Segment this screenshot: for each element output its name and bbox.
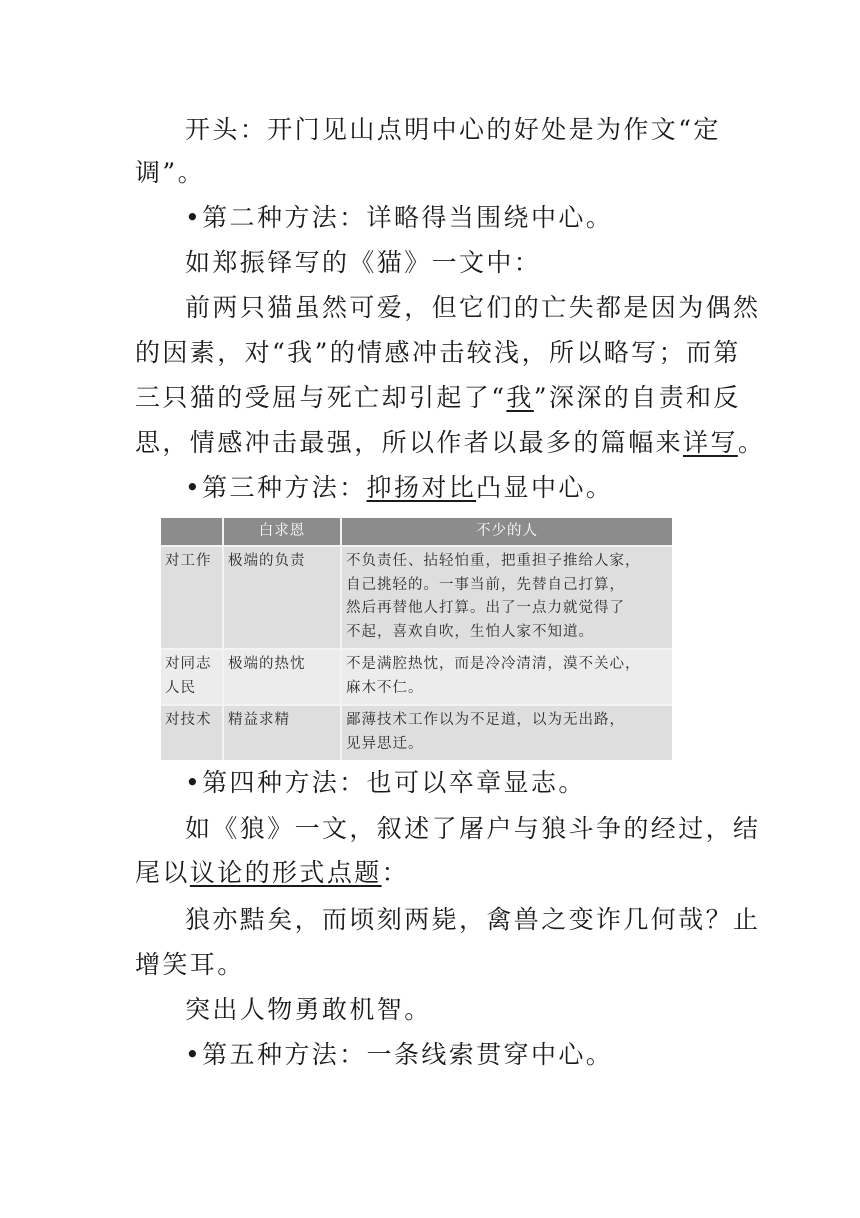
table-cell-others xyxy=(341,705,672,760)
table-cell-others xyxy=(341,649,672,705)
underlined-phrase: 抑扬对比 xyxy=(366,473,477,502)
cell-line: 不负责任、拈轻怕重，把重担子推给人家， xyxy=(346,553,641,569)
table-header-others: 不少的人 xyxy=(341,518,672,546)
table-cell-aspect xyxy=(161,649,223,705)
method-5-heading: •第五种方法：一条线索贯穿中心。 xyxy=(185,1040,614,1069)
table-cell-bethune: 精益求精 xyxy=(223,705,341,760)
wolf-paragraph-line-1: 如《狼》一文，叙述了屠户与狼斗争的经过，结 xyxy=(185,814,761,843)
comparison-table xyxy=(161,518,672,760)
text-segment: 尾以 xyxy=(135,858,190,887)
text-segment: 思，情感冲击最强，所以作者以最多的篇幅来 xyxy=(135,428,684,457)
cell-line: 见异思迁。 xyxy=(346,735,424,752)
text-segment: 三只猫的受屈与死亡却引起了“ xyxy=(135,383,507,412)
text-segment: •第三种方法： xyxy=(185,473,367,502)
table-header-row xyxy=(161,518,672,546)
wolf-paragraph-line-2 xyxy=(135,858,409,888)
table-cell-others xyxy=(341,546,672,649)
table-header-bethune: 白求恩 xyxy=(223,518,341,546)
table-row xyxy=(161,546,672,649)
cell-line: 麻木不仁。 xyxy=(346,679,424,696)
cell-line: 鄙薄技术工作以为不足道，以为无出路， xyxy=(346,712,625,728)
table-row xyxy=(161,705,672,760)
table-cell-bethune: 极端的负责 xyxy=(223,546,341,649)
cat-paragraph-line-2: 的因素，对“我”的情感冲击较浅，所以略写；而第 xyxy=(135,338,741,367)
method-4-heading: •第四种方法：也可以卒章显志。 xyxy=(185,768,586,797)
quote-line-2: 增笑耳。 xyxy=(135,950,245,979)
table-header-aspect xyxy=(161,518,223,546)
cat-paragraph-line-3 xyxy=(135,383,741,413)
quote-line-1: 狼亦黠矣，而顷刻两毙，禽兽之变诈几何哉？止 xyxy=(185,905,761,934)
table-cell-bethune: 极端的热忱 xyxy=(223,649,341,705)
paragraph-intro-line-2: 调”。 xyxy=(135,158,205,187)
table-cell-aspect: 对技术 xyxy=(161,705,223,760)
text-segment: ”深深的自责和反 xyxy=(533,383,741,412)
cell-line: 然后再替他人打算。出了一点力就觉得了 xyxy=(346,600,625,616)
text-segment: ： xyxy=(381,858,410,887)
cell-line: 不是满腔热忱，而是冷冷清清，漠不关心， xyxy=(346,656,641,672)
cat-paragraph-line-1: 前两只猫虽然可爱，但它们的亡失都是因为偶然 xyxy=(185,293,761,322)
method-2-heading: •第二种方法：详略得当围绕中心。 xyxy=(185,203,614,232)
table-row xyxy=(161,649,672,705)
underlined-phrase: 议论的形式点题 xyxy=(189,858,382,887)
method-3-heading xyxy=(185,473,613,503)
summary-line: 突出人物勇敢机智。 xyxy=(185,995,432,1024)
underlined-word: 详写 xyxy=(683,428,738,457)
paragraph-intro-line-1: 开头：开门见山点明中心的好处是为作文“定 xyxy=(185,115,721,144)
text-segment: 。 xyxy=(737,428,766,457)
cat-paragraph-line-4 xyxy=(135,428,765,458)
example-intro: 如郑振铎写的《猫》一文中： xyxy=(185,248,542,277)
table-cell-aspect: 对工作 xyxy=(161,546,223,649)
underlined-word: 我 xyxy=(506,383,534,412)
text-segment: 凸显中心。 xyxy=(476,473,614,502)
cell-line: 不起，喜欢自吹，生怕人家不知道。 xyxy=(346,623,594,640)
cell-line: 自己挑轻的。一事当前，先替自己打算， xyxy=(346,576,625,593)
cell-line: 对同志 xyxy=(165,656,212,672)
cell-line: 人民 xyxy=(165,679,196,696)
